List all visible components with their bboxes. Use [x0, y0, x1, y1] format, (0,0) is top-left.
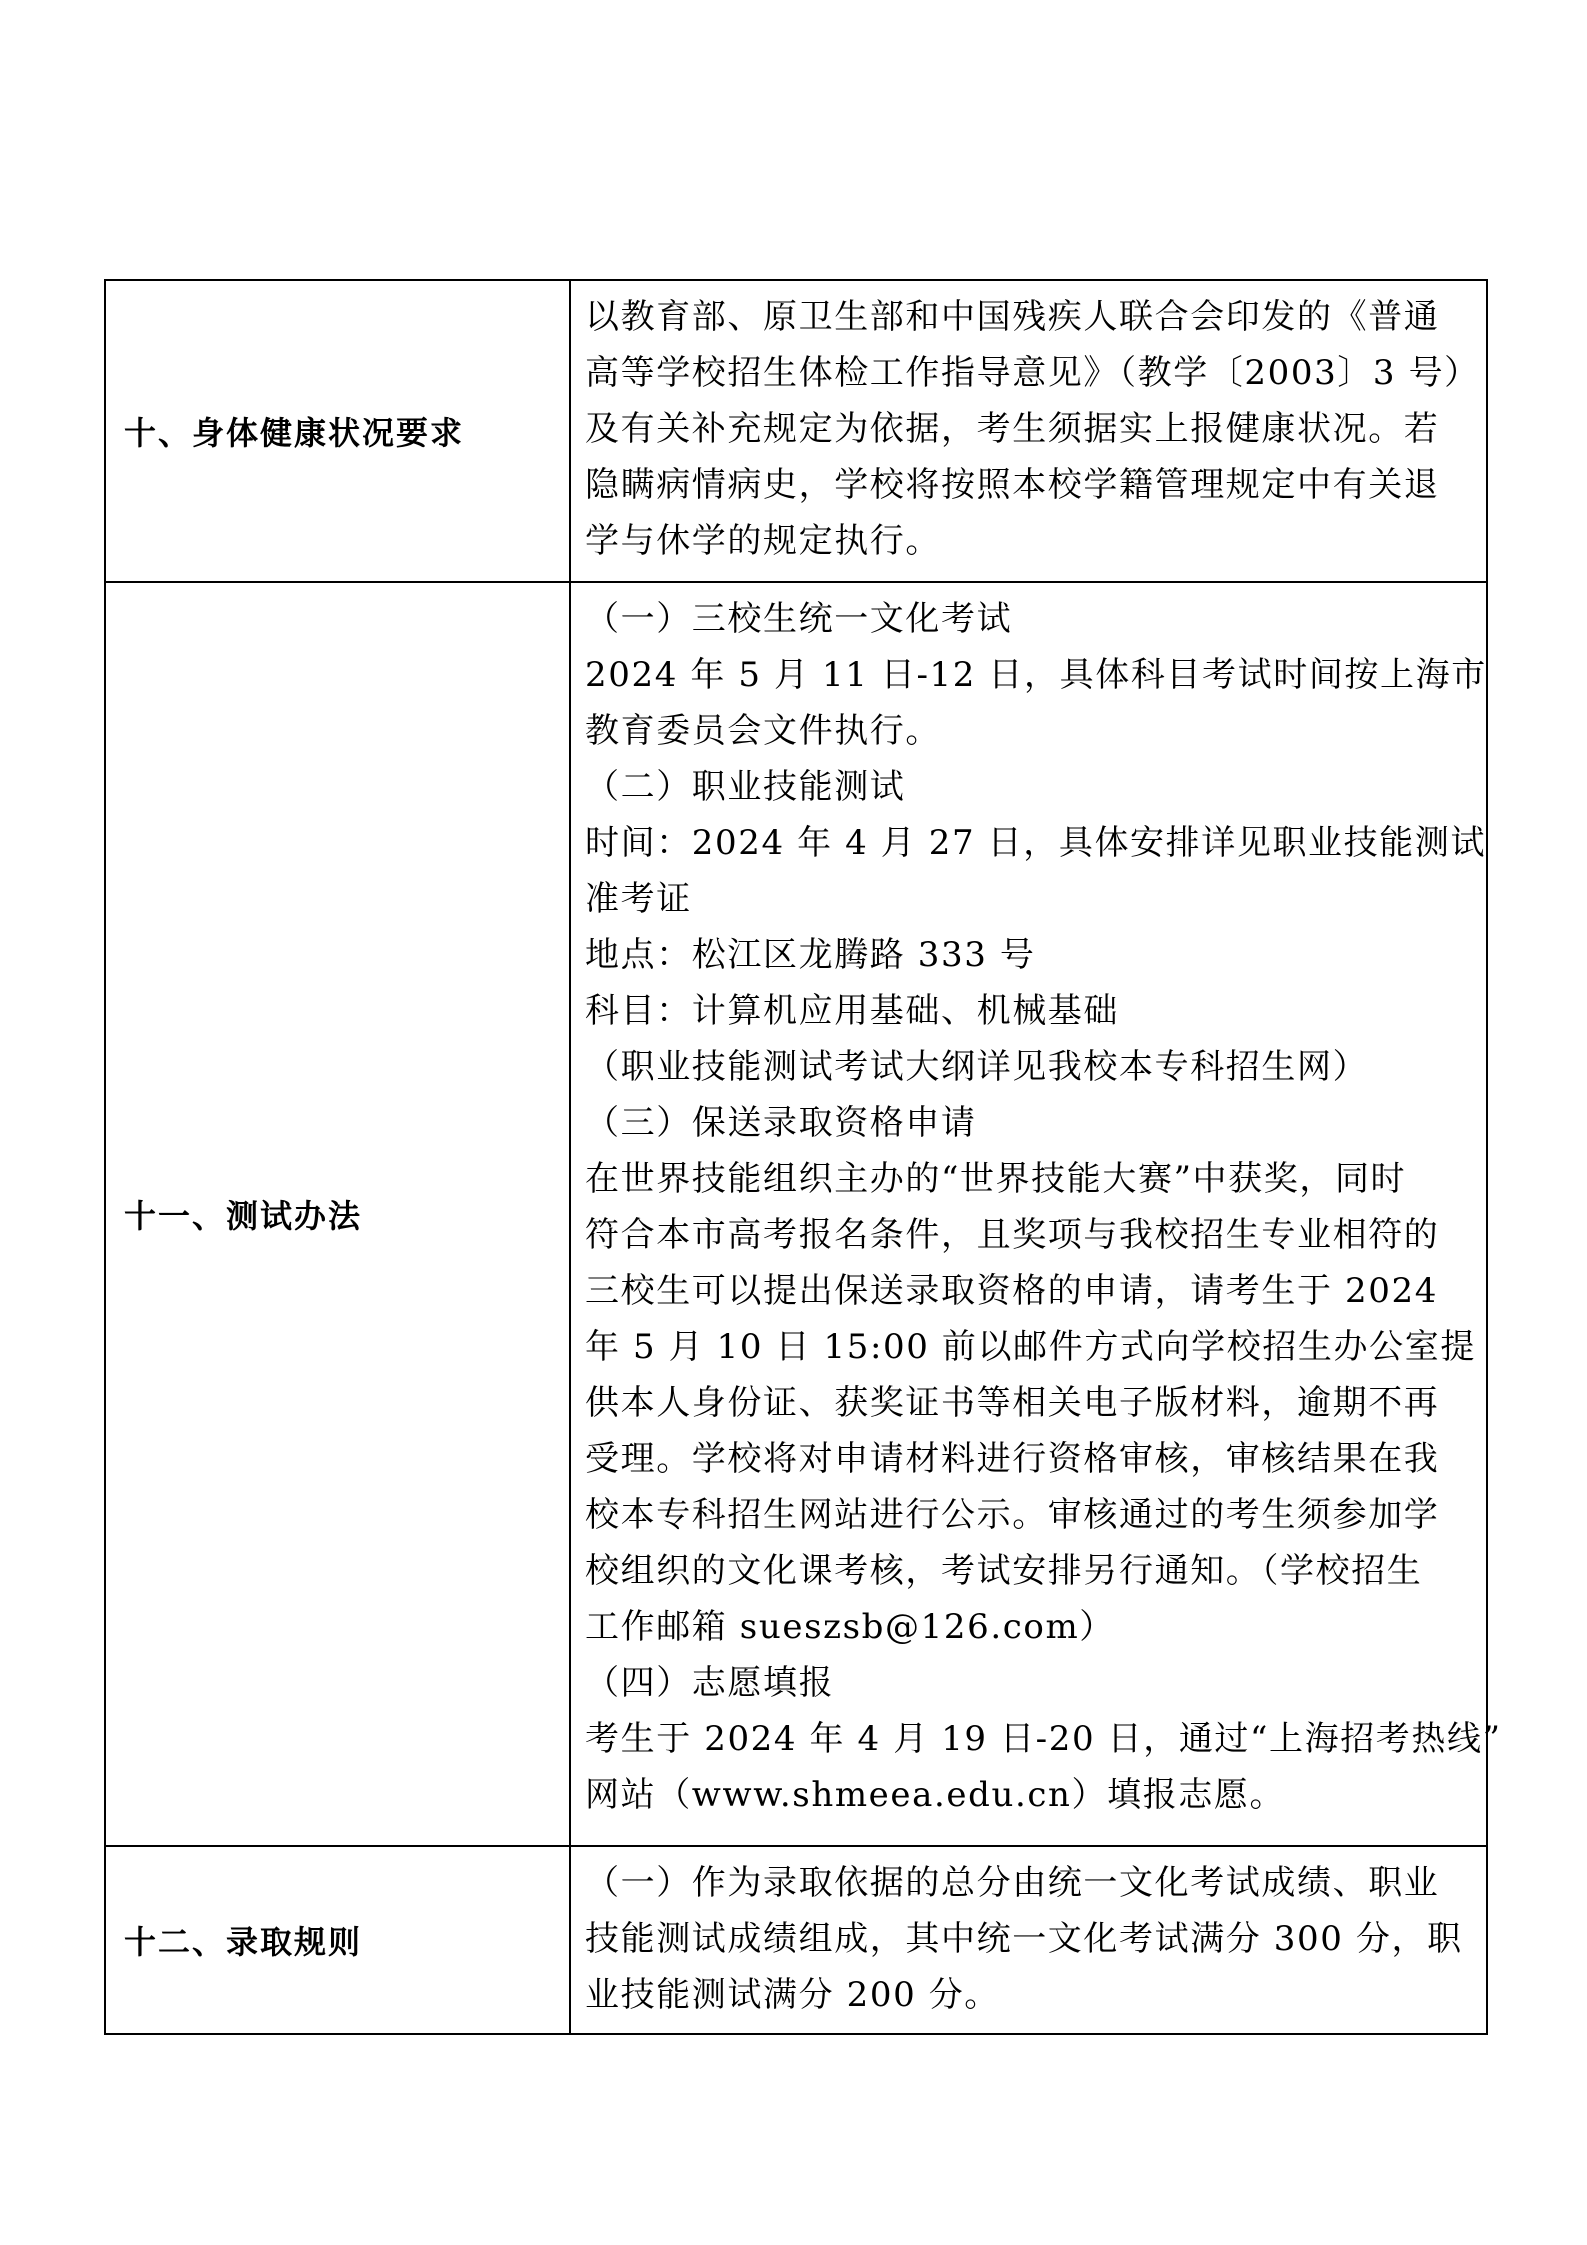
- table-row-test-methods: [105, 582, 1487, 1846]
- content-line: 校本专科招生网站进行公示。审核通过的考生须参加学: [585, 1495, 1440, 1535]
- content-line: 地点：松江区龙腾路 333 号: [585, 935, 1036, 975]
- content-line: （一）三校生统一文化考试: [585, 599, 1013, 639]
- content-line: 受理。学校将对申请材料进行资格审核，审核结果在我: [585, 1439, 1440, 1479]
- content-line: 隐瞒病情病史，学校将按照本校学籍管理规定中有关退: [585, 465, 1440, 505]
- content-line: 工作邮箱 sueszsb@126.com）: [585, 1607, 1115, 1647]
- admission-info-table: [104, 279, 1502, 2035]
- content-line: 科目：计算机应用基础、机械基础: [585, 991, 1119, 1031]
- content-line: 三校生可以提出保送录取资格的申请，请考生于 2024: [585, 1271, 1438, 1311]
- content-line: （职业技能测试考试大纲详见我校本专科招生网）: [585, 1047, 1369, 1087]
- content-line: 供本人身份证、获奖证书等相关电子版材料，逾期不再: [585, 1383, 1440, 1423]
- content-line: 及有关补充规定为依据，考生须据实上报健康状况。若: [585, 409, 1440, 449]
- content-line: 2024 年 5 月 11 日-12 日，具体科目考试时间按上海市: [585, 655, 1487, 695]
- content-line: 准考证: [585, 879, 692, 919]
- content-line: 校组织的文化课考核，考试安排另行通知。（学校招生: [585, 1551, 1423, 1591]
- content-line: （二）职业技能测试: [585, 767, 906, 807]
- row-label: 十、身体健康状况要求: [105, 280, 570, 582]
- table-row-admission-rules: [105, 1846, 1487, 2034]
- content-line: 网站（www.shmeea.edu.cn）填报志愿。: [585, 1775, 1286, 1815]
- row-content: [570, 582, 1502, 1846]
- content-line: （一）作为录取依据的总分由统一文化考试成绩、职业: [585, 1863, 1440, 1903]
- row-label: 十一、测试办法: [105, 582, 570, 1846]
- content-line: 在世界技能组织主办的“世界技能大赛”中获奖，同时: [585, 1159, 1407, 1199]
- content-line: 符合本市高考报名条件，且奖项与我校招生专业相符的: [585, 1215, 1440, 1255]
- content-line: 教育委员会文件执行。: [585, 711, 941, 751]
- content-line: 以教育部、原卫生部和中国残疾人联合会印发的《普通: [585, 297, 1440, 337]
- content-line: （四）志愿填报: [585, 1663, 835, 1703]
- content-line: 业技能测试满分 200 分。: [585, 1975, 1000, 2015]
- content-line: 年 5 月 10 日 15:00 前以邮件方式向学校招生办公室提: [585, 1327, 1476, 1367]
- row-content: [570, 1846, 1487, 2034]
- row-label: 十二、录取规则: [105, 1846, 570, 2034]
- content-line: 学与休学的规定执行。: [585, 521, 941, 561]
- row-content: [570, 280, 1487, 582]
- content-line: 时间：2024 年 4 月 27 日，具体安排详见职业技能测试: [585, 823, 1487, 863]
- content-line: （三）保送录取资格申请: [585, 1103, 977, 1143]
- content-line: 技能测试成绩组成，其中统一文化考试满分 300 分，职: [585, 1919, 1463, 1959]
- content-line: 考生于 2024 年 4 月 19 日-20 日，通过“上海招考热线”: [585, 1719, 1502, 1759]
- table-row-health-requirements: [105, 280, 1487, 582]
- content-line: 高等学校招生体检工作指导意见》（教学〔2003〕3 号）: [585, 353, 1480, 393]
